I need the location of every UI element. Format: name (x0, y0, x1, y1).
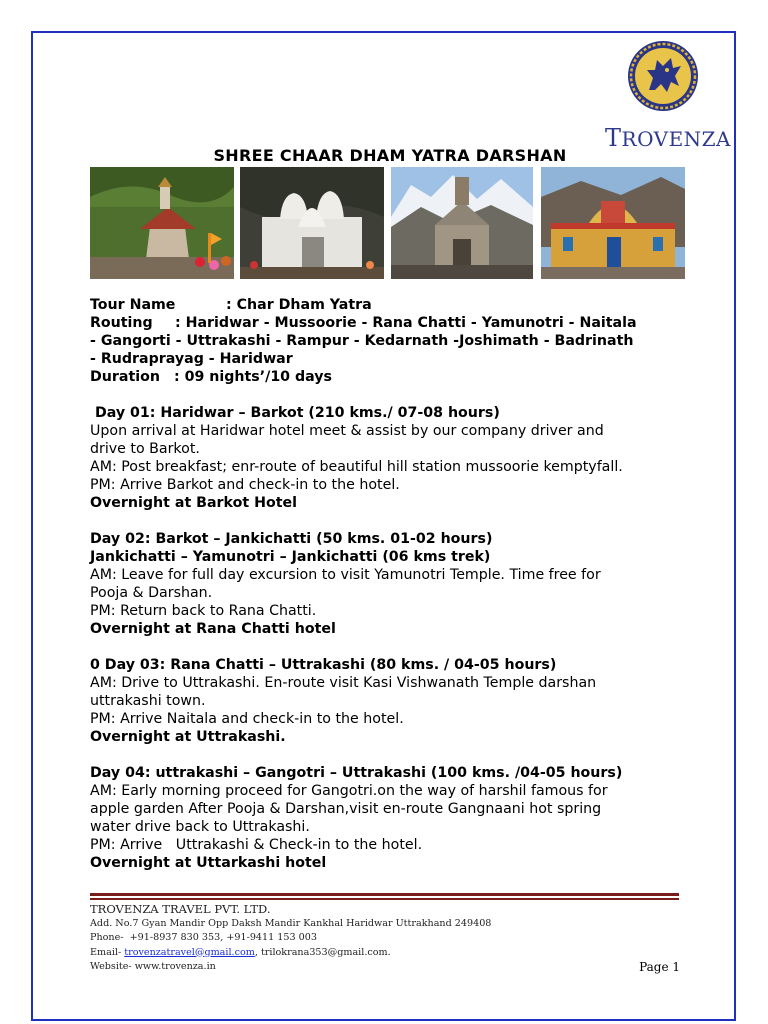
routing-line-3: - Rudraprayag - Haridwar (90, 351, 293, 367)
day-04-text: apple garden After Pooja & Darshan,visit en-route Gangnaani hot spring (90, 801, 602, 817)
day-02-text: AM: Leave for full day excursion to visit Yamunotri Temple. Time free for (90, 567, 601, 583)
temple-photo-strip (90, 167, 685, 279)
footer-address: Add. No.7 Gyan Mandir Opp Daksh Mandir Kankhal Haridwar Uttrakhand 249408 (90, 917, 492, 929)
day-03-text: AM: Drive to Uttrakashi. En-route visit Kasi Vishwanath Temple darshan (90, 675, 597, 691)
day-04-overnight: Overnight at Uttarkashi hotel (90, 855, 327, 871)
day-04-text: AM: Early morning proceed for Gangotri.on the way of harshil famous for (90, 783, 608, 799)
day-02-heading: Day 02: Barkot – Jankichatti (50 kms. 01-02 hours) (90, 531, 493, 547)
day-03-text: PM: Arrive Naitala and check-in to the hotel. (90, 711, 404, 727)
yamunotri-temple-photo (90, 167, 234, 279)
day-02-text: Pooja & Darshan. (90, 585, 213, 601)
day-02-subheading: Jankichatti – Yamunotri – Jankichatti (06 kms trek) (90, 549, 491, 565)
day-01-text: Upon arrival at Haridwar hotel meet & assist by our company driver and (90, 423, 604, 439)
tour-name-line: Tour Name : Char Dham Yatra (90, 297, 372, 313)
day-01-text: drive to Barkot. (90, 441, 200, 457)
logo-wordmark: TROVENZA (605, 124, 732, 152)
badrinath-temple-photo (541, 167, 685, 279)
day-03-text: uttrakashi town. (90, 693, 206, 709)
day-03-overnight: Overnight at Uttrakashi. (90, 729, 286, 745)
email-link[interactable]: trovenzatravel@gmail.com (124, 946, 255, 958)
gangotri-temple-photo (240, 167, 384, 279)
day-04-text: PM: Arrive Uttrakashi & Check-in to the hotel. (90, 837, 423, 853)
day-04-heading: Day 04: uttrakashi – Gangotri – Uttrakashi (100 kms. /04-05 hours) (90, 765, 623, 781)
day-02-text: PM: Return back to Rana Chatti. (90, 603, 317, 619)
page-title: SHREE CHAAR DHAM YATRA DARSHAN (213, 146, 567, 165)
day-04-text: water drive back to Uttrakashi. (90, 819, 310, 835)
day-01-overnight: Overnight at Barkot Hotel (90, 495, 297, 511)
day-01-text: AM: Post breakfast; enr-route of beautiful hill station mussoorie kemptyfall. (90, 459, 623, 475)
day-02-overnight: Overnight at Rana Chatti hotel (90, 621, 336, 637)
footer (90, 902, 680, 975)
footer-phone: Phone- +91-8937 830 353, +91-9411 153 003 (90, 932, 317, 943)
footer-website: Website- www.trovenza.in (90, 961, 216, 972)
day-01-heading: Day 01: Haridwar – Barkot (210 kms./ 07-08 hours) (90, 405, 500, 421)
day-03-heading: 0 Day 03: Rana Chatti – Uttrakashi (80 kms. / 04-05 hours) (90, 657, 557, 673)
trovenza-logo (605, 38, 732, 153)
day-01-text: PM: Arrive Barkot and check-in to the hotel. (90, 477, 400, 493)
footer-divider (90, 893, 679, 900)
itinerary-content (90, 296, 690, 872)
duration-line: Duration : 09 nights’/10 days (90, 369, 332, 385)
griffin-emblem-icon (627, 40, 699, 112)
routing-line: Routing : Haridwar - Mussoorie - Rana Chatti - Yamunotri - Naitala (90, 315, 637, 331)
page-number: Page 1 (639, 960, 680, 974)
footer-email: Email- trovenzatravel@gmail.com, trilokrana353@gmail.com. (90, 946, 391, 958)
footer-company: TROVENZA TRAVEL PVT. LTD. (90, 902, 271, 916)
kedarnath-temple-photo (391, 167, 533, 279)
routing-line-2: - Gangorti - Uttrakashi - Rampur - Kedarnath -Joshimath - Badrinath (90, 333, 634, 349)
